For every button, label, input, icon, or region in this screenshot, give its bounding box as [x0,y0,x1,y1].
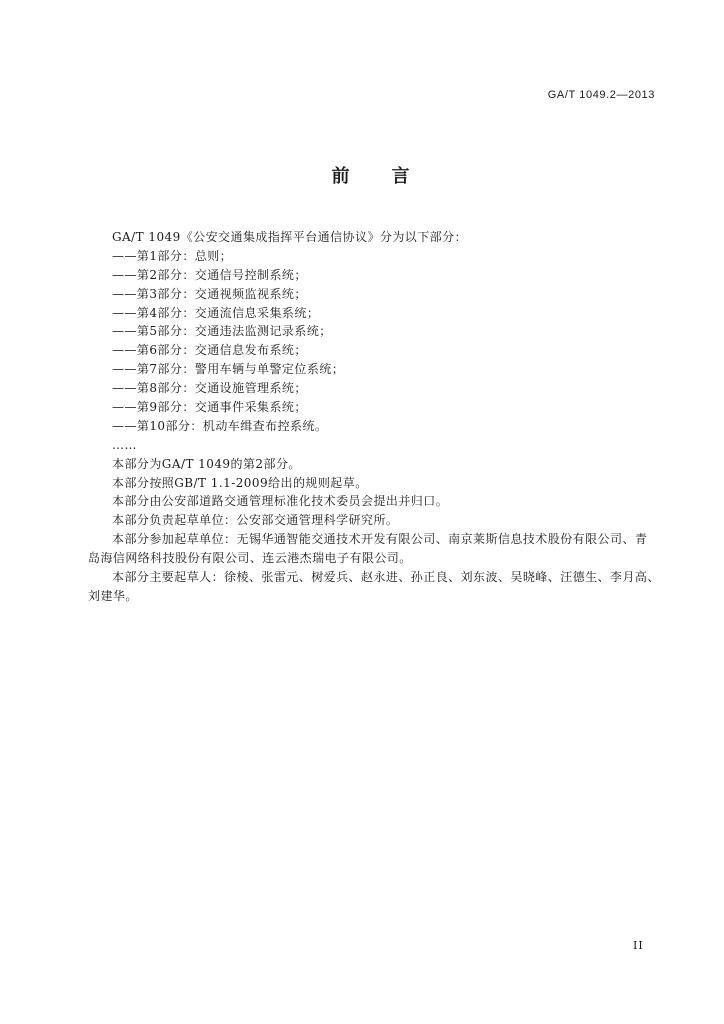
part-item: ——第10部分：机动车缉查布控系统。 [112,418,328,433]
part-item: ——第8部分：交通设施管理系统； [112,381,307,396]
paragraph-line: 本部分主要起草人：徐棱、张雷元、树爱兵、赵永进、孙正良、刘东波、吴晓峰、汪德生、李月高、 [112,570,660,585]
part-item: ——第2部分：交通信号控制系统； [112,267,307,282]
document-number: GA/T 1049.2—2013 [547,89,655,101]
ellipsis: …… [112,437,137,452]
page-number: II [633,939,644,952]
part-item: ——第5部分：交通违法监测记录系统； [112,324,332,339]
part-item: ——第7部分：警用车辆与单警定位系统； [112,362,345,377]
part-item: ——第6部分：交通信息发布系统； [112,343,307,358]
paragraph-line: 本部分为GA/T 1049的第2部分。 [112,456,301,471]
paragraph-line-continued: 刘建华。 [88,588,138,603]
preface-body [88,228,668,606]
intro-line: GA/T 1049《公安交通集成指挥平台通信协议》分为以下部分： [112,230,468,244]
paragraph-line: 本部分负责起草单位：公安部交通管理科学研究所。 [112,513,399,528]
page-title: 前 言 [331,166,412,187]
part-item: ——第1部分：总则； [112,248,233,263]
paragraph-line: 本部分按照GB/T 1.1-2009给出的规则起草。 [112,475,368,490]
part-item: ——第3部分：交通视频监视系统； [112,286,307,301]
paragraph-line-continued: 岛海信网络科技股份有限公司、连云港杰瑞电子有限公司。 [88,551,412,566]
paragraph-line: 本部分参加起草单位：无锡华通智能交通技术开发有限公司、南京莱斯信息技术股份有限公司、青 [112,532,648,547]
part-item: ——第9部分：交通事件采集系统； [112,400,307,415]
part-item: ——第4部分：交通流信息采集系统； [112,305,320,320]
paragraph-line: 本部分由公安部道路交通管理标准化技术委员会提出并归口。 [112,494,449,509]
